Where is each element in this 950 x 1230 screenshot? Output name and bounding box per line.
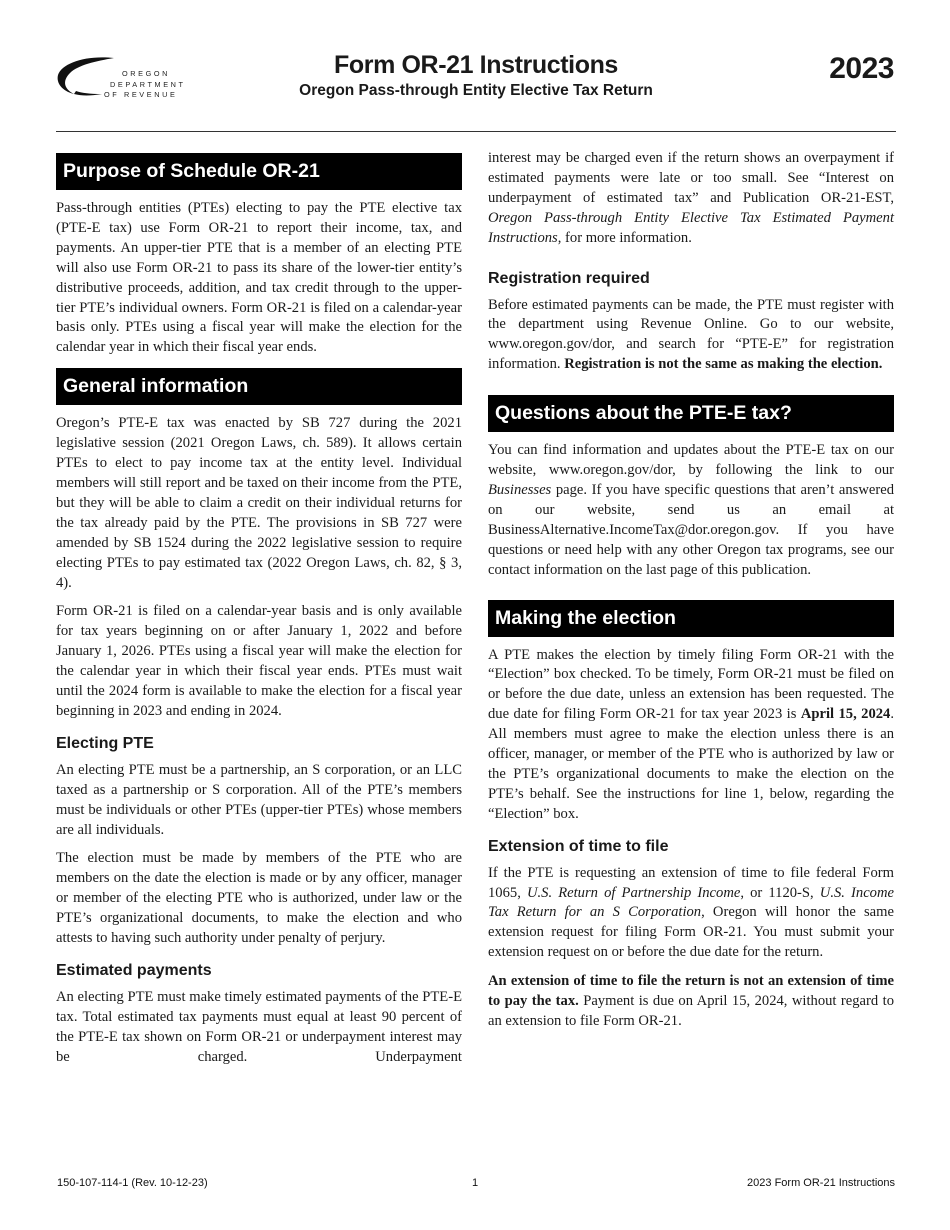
registration-paragraph xyxy=(488,296,894,376)
subheading-extension: Extension of time to file xyxy=(488,837,669,855)
continued-paragraph xyxy=(488,149,894,249)
title-block xyxy=(56,50,896,102)
extension-text-b: , or 1120-S, xyxy=(740,884,820,901)
questions-paragraph xyxy=(488,441,894,580)
page-title: Form OR-21 Instructions xyxy=(334,51,618,79)
section-heading-making-election: Making the election xyxy=(488,600,894,637)
electing-paragraph-2: The election must be made by members of the PTE who are members on the date the election is made or by any officer, manager or member of the electing PTE who is authorized, under law or the PTE’s organizational documents, to make the election and who attests to having such authority under penalty of perjury. xyxy=(56,850,462,947)
footer-form-number: 150-107-114-1 (Rev. 10-12-23) xyxy=(57,1177,208,1189)
questions-text-b: page. If you have specific questions that aren’t answered on our website, send us an email at BusinessAlternative.IncomeTax@dor.oregon.gov. If you have questions or need help with any other Oregon tax programs, see our contact information on the last page of this publication. xyxy=(488,481,894,578)
registration-note: Registration is not the same as making the election. xyxy=(564,356,883,373)
logo-line-3: OF REVENUE xyxy=(104,90,178,99)
due-date: April 15, 2024 xyxy=(800,706,891,723)
estimated-paragraph: An electing PTE must make timely estimated payments of the PTE-E tax. Total estimated tax payments must equal at least 90 percent of the PTE-E tax shown on Form OR-21 or underpayment interest may be charged. Underpayment xyxy=(56,989,462,1065)
logo-line-2: DEPARTMENT xyxy=(110,79,186,89)
making-text-b: . All members must agree to make the election unless there is an officer, manager, or member of the PTE who is authorized by law or the PTE’s organizational documents to make the election on the PTE’s behalf. See the instructions for line 1, below, regarding the “Election” box. xyxy=(488,706,895,822)
making-election-paragraph xyxy=(488,646,894,825)
right-column xyxy=(488,149,894,1032)
general-paragraph-2: Form OR-21 is filed on a calendar-year basis and is only available for tax years beginning on or after January 1, 2022 and before January 1, 2026. PTEs using a fiscal year will make the election for the calendar year in which their fiscal year ends. PTEs must wait until the 2024 form is available to make the election for a fiscal year beginning in 2023 and ending in 2024. xyxy=(56,603,462,719)
form-1120s-title: U.S. Income Tax Return for an S Corporation xyxy=(488,884,894,921)
footer-page-number: 1 xyxy=(472,1177,479,1189)
section-heading-purpose: Purpose of Schedule OR-21 xyxy=(56,153,462,190)
publication-title: Oregon Pass-through Entity Elective Tax Estimated Payment Instructions xyxy=(488,209,894,246)
section-heading-general: General information xyxy=(56,368,462,405)
form-1065-title: U.S. Return of Partnership Income xyxy=(526,884,741,901)
extension-text-d: Payment is due on April 15, 2024, without regard to an extension to file Form OR-21. xyxy=(488,993,894,1029)
businesses-link-text: Businesses xyxy=(488,481,552,498)
extension-paragraph-2 xyxy=(488,972,894,1032)
extension-warning: An extension of time to file the return is not an extension of time to pay the tax. xyxy=(488,973,894,1010)
subheading-estimated-payments: Estimated payments xyxy=(56,962,212,979)
making-text-a: A PTE makes the election by timely filing Form OR-21 with the “Election” box checked. To be timely, Form OR-21 must be filed on or before the due date, unless an extension has been requested. The due date for filing Form OR-21 for tax year 2023 is xyxy=(488,646,894,723)
continued-text-b: , for more information. xyxy=(557,229,692,246)
subheading-electing-pte: Electing PTE xyxy=(56,734,154,752)
section-heading-questions: Questions about the PTE-E tax? xyxy=(488,395,894,432)
left-column xyxy=(56,153,462,1068)
extension-paragraph-1 xyxy=(488,864,894,964)
tax-year: 2023 xyxy=(829,52,894,85)
page-header xyxy=(56,48,896,132)
footer-doc-title: 2023 Form OR-21 Instructions xyxy=(747,1177,895,1189)
questions-text-a: You can find information and updates about the PTE-E tax on our website, www.oregon.gov/dor, by following the link to our xyxy=(488,442,894,479)
electing-paragraph-1: An electing PTE must be a partnership, an S corporation, or an LLC taxed as a partnership or S corporation. All of the PTE’s members must be individuals or other PTEs (upper-tier PTEs) whose members are all individuals. xyxy=(56,761,462,838)
logo-line-1: OREGON xyxy=(122,69,171,78)
registration-text: Before estimated payments can be made, the PTE must register with the department using Revenue Online. Go to our website, www.oregon.gov/dor, and search for “PTE-E” for registration information. xyxy=(488,296,894,373)
page-subtitle: Oregon Pass-through Entity Elective Tax Return xyxy=(299,82,653,99)
extension-text-a: If the PTE is requesting an extension of time to file federal Form 1065, xyxy=(488,864,894,901)
purpose-paragraph: Pass-through entities (PTEs) electing to pay the PTE elective tax (PTE-E tax) use Form OR-21 to report their income, tax, and payments. An upper-tier PTE that is a member of an electing PTE will also use Form OR-21 to pass its share of the lower-tier entity’s distributive proceeds, addition, and tax credit through to the upper-tier PTE’s individual owners. Form OR-21 is filed on a calendar-year basis only. PTEs using a fiscal year will make the election for the calendar year in which their fiscal year ends. xyxy=(56,200,462,356)
extension-text-c: , Oregon will honor the same extension request for filing Form OR-21. You must submit your extension request on or before the due date for the return. xyxy=(488,904,894,961)
general-paragraph-1: Oregon’s PTE-E tax was enacted by SB 727 during the 2021 legislative session (2021 Oregon Laws, ch. 589). It allows certain PTEs to elect to pay income tax at the entity level. Individual members will still report and be taxed on their income from the PTE, but they will be able to claim a credit on their individual returns for the tax already paid by the PTE. The provisions in SB 727 were amended by SB 1524 during the 2022 legislative session to require electing PTEs to pay estimated tax (2022 Oregon Laws, ch. 82, § 3, 4). xyxy=(56,415,462,591)
subheading-registration: Registration required xyxy=(488,269,650,287)
continued-text-a: interest may be charged even if the return shows an overpayment if estimated payments were late or too small. See “Interest on underpayment of estimated tax” and Publication OR-21-EST, xyxy=(488,150,894,206)
